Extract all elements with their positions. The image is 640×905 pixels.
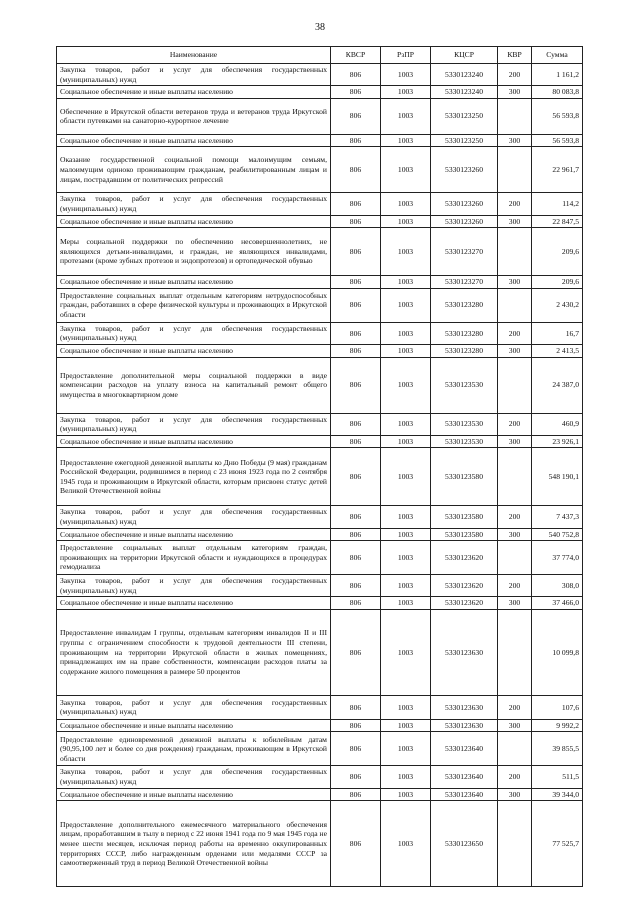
cell-kcsr: 5330123640 (431, 788, 498, 801)
cell-sum: 9 992,2 (532, 719, 583, 732)
table-row (57, 597, 583, 610)
table-row (57, 413, 583, 435)
cell-sum: 511,5 (532, 766, 583, 788)
table-row (57, 801, 583, 887)
cell-rzpr: 1003 (381, 732, 431, 766)
cell-sum: 114,2 (532, 193, 583, 215)
cell-rzpr: 1003 (381, 98, 431, 134)
cell-rzpr: 1003 (381, 766, 431, 788)
cell-sum: 1 161,2 (532, 64, 583, 86)
header-kvr: КВР (498, 47, 532, 64)
cell-sum: 22 847,5 (532, 215, 583, 228)
cell-kvsr: 806 (331, 344, 381, 357)
cell-name: Предоставление инвалидам I группы, отдельным категориям инвалидов II и III группы с ограничением способности к трудовой деятельности III степени, проживающим на территории Иркутской области в жилых помещениях, принадлежащих им на праве собственности, компенсации расходов платы за содержание жилого помещения в размере 50 процентов (57, 609, 331, 695)
cell-kvr: 200 (498, 322, 532, 344)
table-row (57, 64, 583, 86)
cell-sum: 39 855,5 (532, 732, 583, 766)
cell-sum: 10 099,8 (532, 609, 583, 695)
cell-name: Закупка товаров, работ и услуг для обеспечения государственных (муниципальных) нужд (57, 193, 331, 215)
cell-kcsr: 5330123280 (431, 344, 498, 357)
cell-kcsr: 5330123620 (431, 541, 498, 575)
cell-rzpr: 1003 (381, 448, 431, 506)
cell-kcsr: 5330123280 (431, 288, 498, 322)
cell-kvsr: 806 (331, 506, 381, 528)
cell-rzpr: 1003 (381, 322, 431, 344)
cell-rzpr: 1003 (381, 506, 431, 528)
cell-kvr: 200 (498, 193, 532, 215)
table-row (57, 357, 583, 413)
cell-rzpr: 1003 (381, 695, 431, 719)
cell-name: Предоставление дополнительного ежемесячного материального обеспечения лицам, проработавшим в тылу в период с 22 июня 1941 года по 9 мая 1945 года не менее шести месяцев, исключая период работы на временно оккупированных территориях СССР, либо награжденным орденами или медалями СССР за самоотверженный труд в период Великой Отечественной войны (57, 801, 331, 887)
cell-kvsr: 806 (331, 147, 381, 193)
cell-sum: 548 190,1 (532, 448, 583, 506)
cell-name: Социальное обеспечение и иные выплаты населению (57, 344, 331, 357)
cell-kvsr: 806 (331, 193, 381, 215)
cell-kvr (498, 288, 532, 322)
cell-rzpr: 1003 (381, 719, 431, 732)
cell-kvsr: 806 (331, 86, 381, 99)
table-row (57, 732, 583, 766)
cell-kvr (498, 541, 532, 575)
cell-rzpr: 1003 (381, 541, 431, 575)
table-row (57, 695, 583, 719)
cell-kcsr: 5330123260 (431, 215, 498, 228)
cell-rzpr: 1003 (381, 86, 431, 99)
cell-rzpr: 1003 (381, 134, 431, 147)
cell-kvr (498, 147, 532, 193)
cell-kcsr: 5330123240 (431, 86, 498, 99)
cell-sum: 39 344,0 (532, 788, 583, 801)
cell-kcsr: 5330123270 (431, 276, 498, 289)
cell-name: Предоставление ежегодной денежной выплаты ко Дню Победы (9 мая) гражданам Российской Федерации, родившимся в период с 23 июня 1923 года по 2 сентября 1945 года и проживающим в Иркутской области, которым присвоен статус детей Великой Отечественной войны (57, 448, 331, 506)
cell-sum: 77 525,7 (532, 801, 583, 887)
table-row (57, 788, 583, 801)
cell-kcsr: 5330123280 (431, 322, 498, 344)
cell-name: Социальное обеспечение и иные выплаты населению (57, 276, 331, 289)
table-row (57, 276, 583, 289)
cell-sum: 540 752,8 (532, 528, 583, 541)
cell-rzpr: 1003 (381, 228, 431, 276)
cell-name: Закупка товаров, работ и услуг для обеспечения государственных (муниципальных) нужд (57, 575, 331, 597)
header-kcsr: КЦСР (431, 47, 498, 64)
cell-sum: 7 437,3 (532, 506, 583, 528)
cell-kcsr: 5330123580 (431, 448, 498, 506)
cell-kvsr: 806 (331, 766, 381, 788)
cell-kvsr: 806 (331, 719, 381, 732)
cell-kvr: 300 (498, 344, 532, 357)
table-row (57, 766, 583, 788)
cell-name: Социальное обеспечение и иные выплаты населению (57, 435, 331, 448)
table-row (57, 322, 583, 344)
cell-kcsr: 5330123620 (431, 597, 498, 610)
cell-kvr: 300 (498, 215, 532, 228)
table-row (57, 448, 583, 506)
cell-rzpr: 1003 (381, 215, 431, 228)
cell-sum: 308,0 (532, 575, 583, 597)
cell-name: Социальное обеспечение и иные выплаты населению (57, 86, 331, 99)
cell-name: Предоставление социальных выплат отдельным категориям нетрудоспособных граждан, работавших в сфере физической культуры и проживающих в Иркутской области (57, 288, 331, 322)
cell-sum: 16,7 (532, 322, 583, 344)
cell-rzpr: 1003 (381, 435, 431, 448)
cell-kvsr: 806 (331, 609, 381, 695)
cell-name: Социальное обеспечение и иные выплаты населению (57, 788, 331, 801)
table-row (57, 288, 583, 322)
cell-kvsr: 806 (331, 695, 381, 719)
table-row (57, 541, 583, 575)
table-body (57, 64, 583, 887)
cell-kvr: 200 (498, 695, 532, 719)
cell-kcsr: 5330123240 (431, 64, 498, 86)
table-row (57, 147, 583, 193)
cell-sum: 2 430,2 (532, 288, 583, 322)
cell-sum: 56 593,8 (532, 98, 583, 134)
cell-rzpr: 1003 (381, 147, 431, 193)
header-name: Наименование (57, 47, 331, 64)
cell-name: Закупка товаров, работ и услуг для обеспечения государственных (муниципальных) нужд (57, 64, 331, 86)
cell-kvsr: 806 (331, 413, 381, 435)
cell-kvsr: 806 (331, 215, 381, 228)
cell-name: Закупка товаров, работ и услуг для обеспечения государственных (муниципальных) нужд (57, 695, 331, 719)
cell-kvr: 300 (498, 597, 532, 610)
table-row (57, 719, 583, 732)
cell-sum: 80 083,8 (532, 86, 583, 99)
cell-kvr (498, 228, 532, 276)
cell-kvr: 200 (498, 575, 532, 597)
table-row (57, 134, 583, 147)
table-row (57, 506, 583, 528)
cell-rzpr: 1003 (381, 575, 431, 597)
cell-kvr: 200 (498, 64, 532, 86)
cell-sum: 56 593,8 (532, 134, 583, 147)
cell-kvsr: 806 (331, 322, 381, 344)
cell-sum: 23 926,1 (532, 435, 583, 448)
cell-kvr: 200 (498, 506, 532, 528)
cell-kcsr: 5330123530 (431, 357, 498, 413)
table-row (57, 98, 583, 134)
cell-name: Меры социальной поддержки по обеспечению несовершеннолетних, не являющихся детьми-инвалидами, и граждан, не являющихся инвалидами, протезами (кроме зубных протезов и эндопротезов) и ортопедической обувью (57, 228, 331, 276)
header-sum: Сумма (532, 47, 583, 64)
cell-sum: 209,6 (532, 228, 583, 276)
cell-name: Социальное обеспечение и иные выплаты населению (57, 215, 331, 228)
cell-rzpr: 1003 (381, 64, 431, 86)
cell-rzpr: 1003 (381, 413, 431, 435)
cell-name: Предоставление дополнительной меры социальной поддержки в виде компенсации расходов на уплату взноса на капитальный ремонт общего имущества в многоквартирном доме (57, 357, 331, 413)
cell-sum: 37 774,0 (532, 541, 583, 575)
cell-sum: 24 387,0 (532, 357, 583, 413)
cell-name: Предоставление единовременной денежной выплаты к юбилейным датам (90,95,100 лет и более со дня рождения) гражданам, проживающим в Иркутской области (57, 732, 331, 766)
table-row (57, 86, 583, 99)
cell-kvsr: 806 (331, 575, 381, 597)
cell-name: Социальное обеспечение и иные выплаты населению (57, 134, 331, 147)
cell-kcsr: 5330123260 (431, 147, 498, 193)
cell-rzpr: 1003 (381, 288, 431, 322)
cell-kvsr: 806 (331, 64, 381, 86)
cell-kvr: 300 (498, 528, 532, 541)
header-kvsr: КВСР (331, 47, 381, 64)
cell-kvr (498, 98, 532, 134)
cell-kcsr: 5330123530 (431, 413, 498, 435)
cell-kvr (498, 609, 532, 695)
cell-kcsr: 5330123260 (431, 193, 498, 215)
cell-kcsr: 5330123250 (431, 98, 498, 134)
cell-kvsr: 806 (331, 134, 381, 147)
cell-kvsr: 806 (331, 435, 381, 448)
table-header-row (57, 47, 583, 64)
table-row (57, 215, 583, 228)
cell-kvr: 200 (498, 413, 532, 435)
table-row (57, 228, 583, 276)
header-rzpr: РзПР (381, 47, 431, 64)
cell-kcsr: 5330123650 (431, 801, 498, 887)
cell-kvr (498, 801, 532, 887)
cell-kvsr: 806 (331, 597, 381, 610)
cell-kvsr: 806 (331, 528, 381, 541)
cell-sum: 209,6 (532, 276, 583, 289)
cell-rzpr: 1003 (381, 193, 431, 215)
cell-kvsr: 806 (331, 732, 381, 766)
cell-kvsr: 806 (331, 541, 381, 575)
cell-name: Социальное обеспечение и иные выплаты населению (57, 528, 331, 541)
table-row (57, 344, 583, 357)
page-number: 38 (315, 22, 325, 33)
cell-name: Закупка товаров, работ и услуг для обеспечения государственных (муниципальных) нужд (57, 413, 331, 435)
cell-rzpr: 1003 (381, 276, 431, 289)
cell-kvr: 300 (498, 788, 532, 801)
cell-sum: 460,9 (532, 413, 583, 435)
cell-kvsr: 806 (331, 276, 381, 289)
table-row (57, 528, 583, 541)
cell-rzpr: 1003 (381, 344, 431, 357)
cell-kcsr: 5330123580 (431, 506, 498, 528)
cell-name: Закупка товаров, работ и услуг для обеспечения государственных (муниципальных) нужд (57, 506, 331, 528)
cell-kcsr: 5330123640 (431, 732, 498, 766)
cell-kvr: 300 (498, 435, 532, 448)
cell-name: Обеспечение в Иркутской области ветеранов труда и ветеранов труда Иркутской области путевками на санаторно-курортное лечение (57, 98, 331, 134)
table-row (57, 435, 583, 448)
cell-kvr: 300 (498, 134, 532, 147)
cell-name: Закупка товаров, работ и услуг для обеспечения государственных (муниципальных) нужд (57, 322, 331, 344)
cell-kvsr: 806 (331, 801, 381, 887)
cell-kcsr: 5330123630 (431, 695, 498, 719)
cell-kvsr: 806 (331, 788, 381, 801)
cell-kcsr: 5330123270 (431, 228, 498, 276)
cell-kcsr: 5330123640 (431, 766, 498, 788)
cell-kvr: 300 (498, 719, 532, 732)
cell-name: Закупка товаров, работ и услуг для обеспечения государственных (муниципальных) нужд (57, 766, 331, 788)
cell-kcsr: 5330123530 (431, 435, 498, 448)
cell-kvsr: 806 (331, 448, 381, 506)
cell-kcsr: 5330123250 (431, 134, 498, 147)
cell-kvsr: 806 (331, 288, 381, 322)
cell-name: Социальное обеспечение и иные выплаты населению (57, 719, 331, 732)
cell-kcsr: 5330123630 (431, 719, 498, 732)
table-row (57, 193, 583, 215)
cell-kcsr: 5330123630 (431, 609, 498, 695)
cell-name: Социальное обеспечение и иные выплаты населению (57, 597, 331, 610)
cell-name: Предоставление социальных выплат отдельным категориям граждан, проживающих на территории Иркутской области и нуждающихся в процедурах гемодиализа (57, 541, 331, 575)
cell-sum: 107,6 (532, 695, 583, 719)
cell-rzpr: 1003 (381, 528, 431, 541)
cell-name: Оказание государственной социальной помощи малоимущим семьям, малоимущим одиноко проживающим гражданам, реабилитированным лицам и лицам, пострадавшим от политических репрессий (57, 147, 331, 193)
cell-kvr (498, 732, 532, 766)
table-row (57, 575, 583, 597)
cell-kvr: 200 (498, 766, 532, 788)
cell-kcsr: 5330123620 (431, 575, 498, 597)
cell-rzpr: 1003 (381, 609, 431, 695)
cell-kcsr: 5330123580 (431, 528, 498, 541)
cell-sum: 2 413,5 (532, 344, 583, 357)
cell-kvsr: 806 (331, 228, 381, 276)
cell-kvsr: 806 (331, 98, 381, 134)
cell-kvsr: 806 (331, 357, 381, 413)
cell-rzpr: 1003 (381, 597, 431, 610)
cell-sum: 37 466,0 (532, 597, 583, 610)
budget-table (56, 46, 583, 887)
cell-kvr: 300 (498, 276, 532, 289)
cell-sum: 22 961,7 (532, 147, 583, 193)
cell-rzpr: 1003 (381, 801, 431, 887)
cell-kvr: 300 (498, 86, 532, 99)
table-row (57, 609, 583, 695)
cell-kvr (498, 357, 532, 413)
cell-rzpr: 1003 (381, 788, 431, 801)
cell-kvr (498, 448, 532, 506)
cell-rzpr: 1003 (381, 357, 431, 413)
